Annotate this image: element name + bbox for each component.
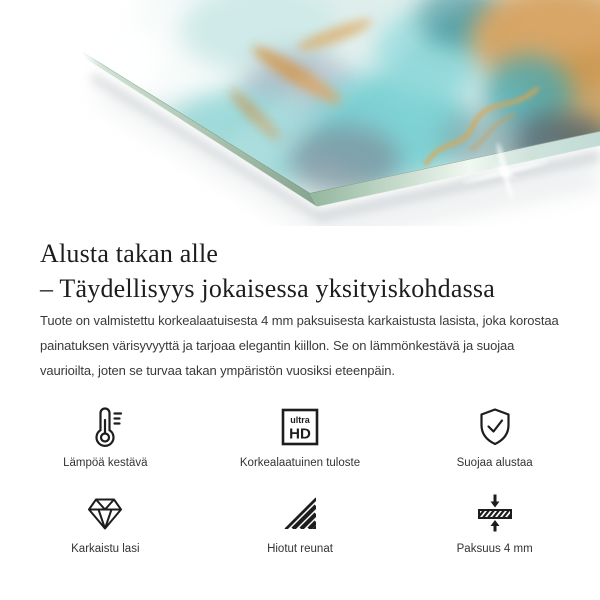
feature-item-thickness — [397, 490, 592, 556]
feature-label: Karkaistu lasi — [71, 543, 140, 555]
page-title-line2: – Täydellisyys jokaisessa yksityiskohdassa — [40, 274, 495, 303]
features-grid — [8, 404, 592, 556]
feature-item-polished-edges — [203, 490, 398, 556]
page-title — [40, 236, 495, 306]
feature-label: Paksuus 4 mm — [456, 543, 533, 555]
feature-label: Hiotut reunat — [267, 543, 333, 555]
feature-item-heat-resistant — [8, 404, 203, 470]
polished-edges-icon — [278, 490, 322, 536]
ultra-hd-icon — [278, 404, 322, 450]
diamond-icon — [83, 490, 127, 536]
feature-item-tempered-glass — [8, 490, 203, 556]
product-description: Tuote on valmistettu korkealaatuisesta 4 mm paksuisesta karkaistusta lasista, joka korostaa painatuksen värisyvyyttä ja tarjoaa elegantin kiillon. Se on lämmönkestävä ja suojaa vaurioilta, joten se turvaa takan ympäristön vuosiksi eteenpäin. — [40, 313, 559, 378]
thermometer-icon — [83, 404, 127, 450]
feature-item-protects-surface — [397, 404, 592, 470]
svg-text:ultra: ultra — [290, 415, 310, 425]
hero-image — [0, 0, 600, 226]
feature-item-print-quality — [203, 404, 398, 470]
feature-label: Lämpöä kestävä — [63, 457, 148, 469]
feature-label: Korkealaatuinen tuloste — [239, 457, 361, 469]
page-title-line1: Alusta takan alle — [40, 239, 219, 268]
feature-label: Suojaa alustaa — [456, 457, 533, 469]
svg-text:HD: HD — [289, 425, 311, 443]
thickness-icon — [473, 490, 517, 536]
shield-check-icon — [473, 404, 517, 450]
